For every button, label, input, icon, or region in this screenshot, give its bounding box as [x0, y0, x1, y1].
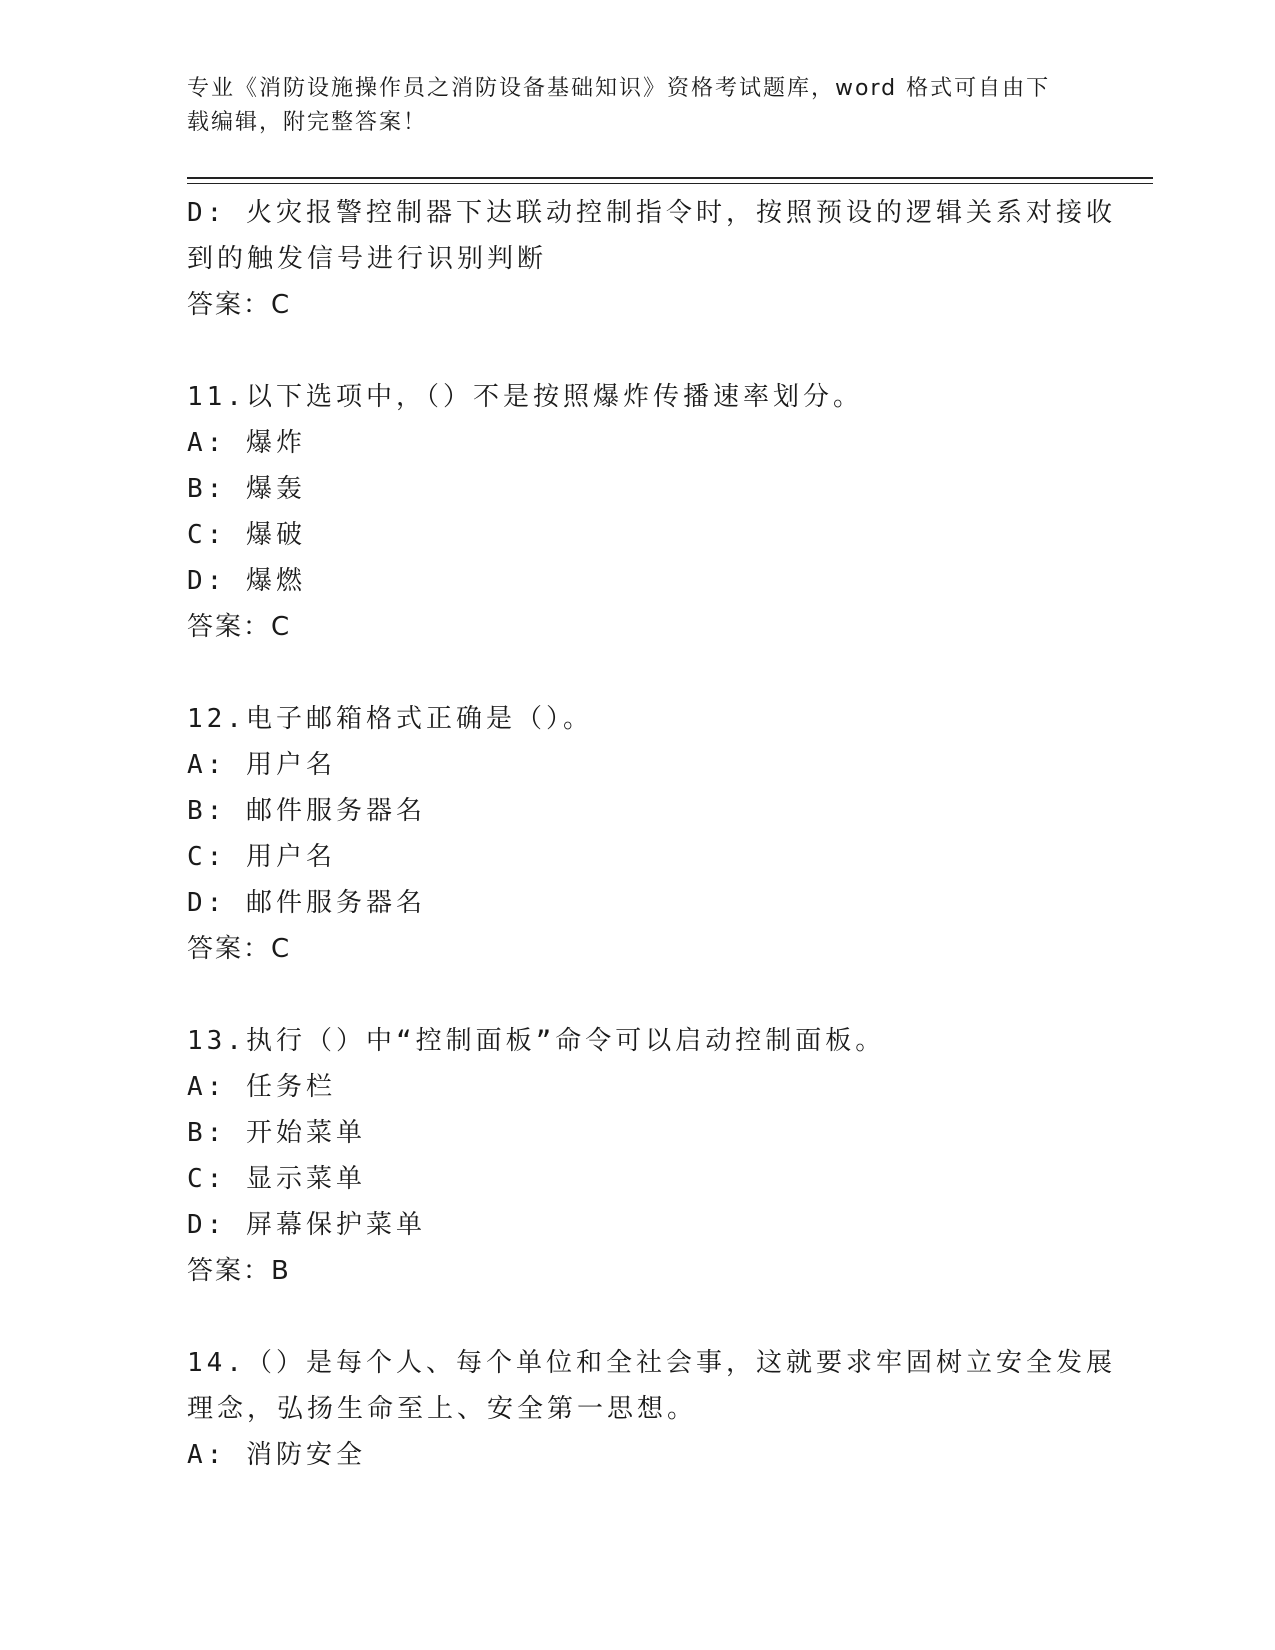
question-stem: 14.（）是每个人、每个单位和全社会事，这就要求牢固树立安全发展: [187, 1348, 1116, 1378]
answer: 答案：C: [187, 290, 292, 320]
question-14: [187, 1340, 1116, 1478]
header-line-2: 载编辑，附完整答案！: [187, 110, 428, 135]
option-c: C: 用户名: [187, 842, 336, 872]
option-d: D: 火灾报警控制器下达联动控制指令时，按照预设的逻辑关系对接收: [187, 198, 1116, 228]
answer: 答案：C: [187, 934, 292, 964]
question-10-tail: [187, 190, 1116, 328]
answer: 答案：C: [187, 612, 292, 642]
question-stem: 12.电子邮箱格式正确是（）。: [187, 704, 593, 734]
question-list: [187, 190, 1116, 1478]
option-d: D: 屏幕保护菜单: [187, 1210, 426, 1240]
option-c: C: 爆破: [187, 520, 306, 550]
question-12: [187, 696, 1087, 972]
option-a: A: 用户名: [187, 750, 336, 780]
document-header: [187, 72, 1087, 140]
question-11: [187, 374, 1087, 650]
question-13: [187, 1018, 1087, 1294]
option-a: A: 任务栏: [187, 1072, 336, 1102]
header-divider-thin: [187, 183, 1153, 184]
header-line-1: 专业《消防设施操作员之消防设备基础知识》资格考试题库，word 格式可自由下: [187, 76, 1051, 101]
option-d-continued: 到的触发信号进行识别判断: [187, 244, 548, 274]
option-b: B: 爆轰: [187, 474, 306, 504]
option-b: B: 开始菜单: [187, 1118, 366, 1148]
option-a: A: 消防安全: [187, 1440, 366, 1470]
question-stem: 11.以下选项中，（）不是按照爆炸传播速率划分。: [187, 382, 863, 412]
answer: 答案：B: [187, 1256, 291, 1286]
option-a: A: 爆炸: [187, 428, 306, 458]
option-c: C: 显示菜单: [187, 1164, 366, 1194]
option-d: D: 爆燃: [187, 566, 306, 596]
header-divider-thick: [187, 177, 1153, 179]
option-b: B: 邮件服务器名: [187, 796, 426, 826]
question-stem-continued: 理念，弘扬生命至上、安全第一思想。: [187, 1394, 698, 1424]
question-stem: 13.执行（）中“控制面板”命令可以启动控制面板。: [187, 1026, 886, 1056]
option-d: D: 邮件服务器名: [187, 888, 426, 918]
